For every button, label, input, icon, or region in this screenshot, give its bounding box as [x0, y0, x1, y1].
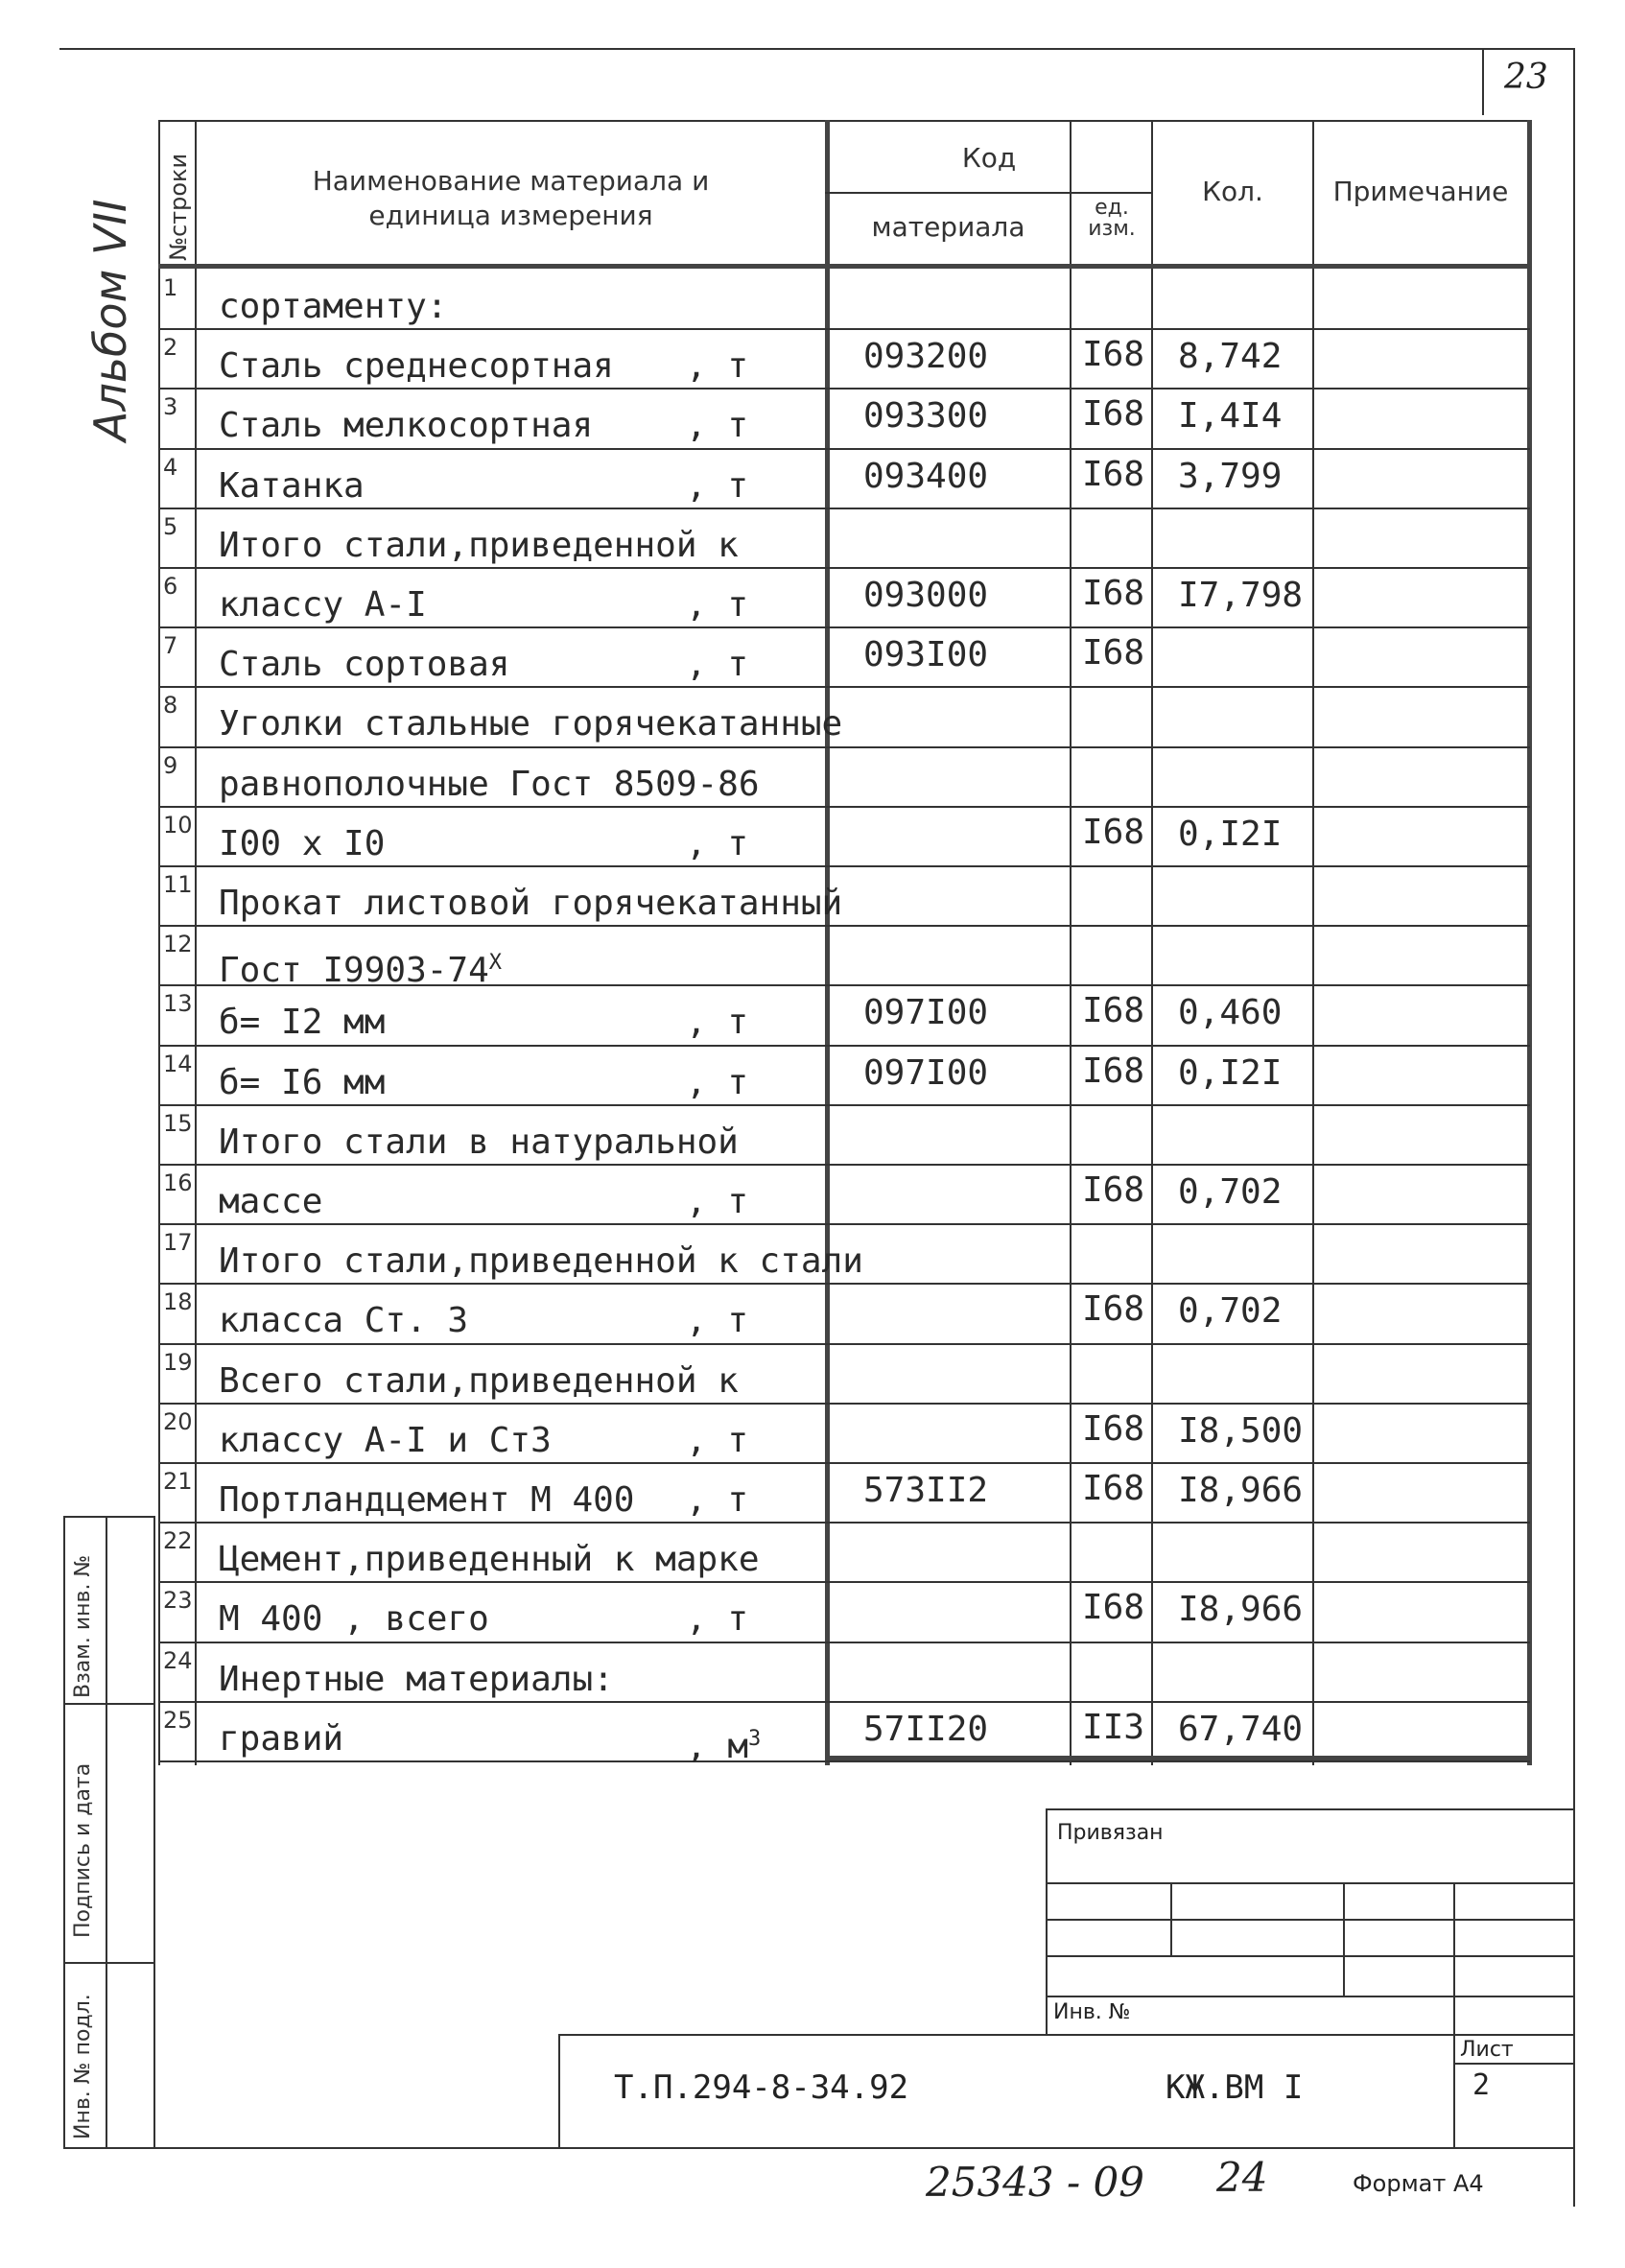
material-name: классу А-I и Ст3 — [219, 1421, 552, 1460]
row-number: 20 — [163, 1408, 193, 1435]
material-code: 093000 — [863, 576, 989, 615]
material-unit: , т — [686, 824, 749, 863]
material-name: М 400 , всего — [219, 1599, 489, 1639]
row-divider — [158, 1223, 1530, 1225]
row-divider — [158, 1104, 1530, 1106]
material-code: 57II20 — [863, 1710, 989, 1749]
material-code: 093300 — [863, 396, 989, 436]
material-code: 573II2 — [863, 1471, 989, 1510]
sheet-label: Лист — [1460, 2038, 1514, 2062]
row-divider — [158, 1701, 1530, 1703]
row-number: 12 — [163, 931, 193, 957]
header-code-unit: ед. изм. — [1088, 196, 1136, 241]
unit-code: I68 — [1082, 1409, 1145, 1449]
top-rule — [59, 48, 1575, 50]
title-col-1 — [1170, 1882, 1172, 1955]
material-unit: , т — [686, 346, 749, 386]
table-left-border — [158, 120, 160, 1765]
sheet-label-line — [1453, 2063, 1573, 2065]
side-stamp-divider-1 — [63, 1703, 155, 1705]
row-divider — [158, 1462, 1530, 1464]
material-unit: , т — [686, 585, 749, 625]
material-name: классу А-I — [219, 585, 427, 625]
side-stamp-top — [63, 1516, 155, 1518]
material-unit: , т — [686, 1063, 749, 1102]
row-number: 9 — [163, 752, 178, 779]
header-name: Наименование материала и — [312, 165, 710, 197]
material-name: Итого стали,приведенной к — [219, 526, 739, 565]
row-number: 18 — [163, 1288, 193, 1315]
title-main-top — [558, 2034, 1573, 2036]
privyazan-label: Привязан — [1057, 1821, 1164, 1845]
material-name: Инертные материалы: — [219, 1660, 614, 1699]
material-name: равнополочные Гост 8509-86 — [219, 765, 760, 804]
row-divider — [158, 1283, 1530, 1285]
material-name: сортаменту: — [219, 287, 448, 326]
quantity: I,4I4 — [1178, 396, 1283, 436]
unit-code: I68 — [1082, 1588, 1145, 1627]
row-divider — [158, 448, 1530, 450]
title-left — [1046, 1808, 1048, 2034]
unit-superscript: 3 — [748, 1727, 762, 1751]
material-name: б= I2 мм — [219, 1003, 386, 1042]
material-unit: , т — [686, 645, 749, 684]
quantity: 8,742 — [1178, 337, 1283, 376]
album-label: Альбом VII — [84, 199, 136, 441]
name-code-divider — [825, 120, 830, 1765]
header-note: Примечание — [1332, 176, 1509, 207]
row-number: 15 — [163, 1110, 193, 1137]
material-unit: , т — [686, 466, 749, 506]
material-name: Портландцемент М 400 — [219, 1480, 635, 1520]
row-divider — [158, 746, 1530, 748]
title-col-2 — [1343, 1882, 1345, 1996]
doc-code: Т.П.294-8-34.92 — [614, 2068, 909, 2107]
row-number: 2 — [163, 334, 178, 361]
row-number: 16 — [163, 1169, 193, 1196]
row-number: 7 — [163, 632, 178, 659]
material-name: массе — [219, 1182, 323, 1221]
header-code: Код — [961, 142, 1017, 174]
material-name: б= I6 мм — [219, 1063, 386, 1102]
table-top-border — [158, 120, 1530, 122]
material-name: Сталь сортовая — [219, 645, 510, 684]
row-divider — [158, 806, 1530, 808]
row-divider — [158, 328, 1530, 330]
title-row-2 — [1046, 1919, 1573, 1921]
row-divider — [158, 1760, 1530, 1762]
right-frame — [1573, 48, 1575, 2207]
material-name: I00 х I0 — [219, 824, 386, 863]
podpis-data-label: Подпись и дата — [71, 1762, 95, 1938]
side-stamp-right — [153, 1516, 155, 2149]
material-name: Уголки стальные горячекатанные — [219, 704, 843, 744]
material-code: 097I00 — [863, 1053, 989, 1093]
material-name: Катанка — [219, 466, 365, 506]
material-name: Итого стали,приведенной к стали — [219, 1241, 863, 1281]
unit-code: I68 — [1082, 1170, 1145, 1210]
quantity: 3,799 — [1178, 457, 1283, 496]
unit-code: II3 — [1082, 1708, 1145, 1747]
quantity: I8,966 — [1178, 1590, 1304, 1629]
title-top — [1046, 1808, 1573, 1810]
title-main-left — [558, 2034, 560, 2149]
row-divider — [158, 1403, 1530, 1405]
unit-qty-divider — [1151, 120, 1153, 1765]
code-unit-divider — [1070, 120, 1072, 1765]
header-name-unit: единица измерения — [368, 200, 653, 231]
row-divider — [158, 1522, 1530, 1524]
quantity: 0,I2I — [1178, 815, 1283, 854]
unit-code: I68 — [1082, 455, 1145, 494]
rownum-divider — [195, 120, 197, 1765]
footer-stamp: 25343 - 09 — [926, 2159, 1144, 2206]
material-name: Прокат листовой горячекатанный — [219, 884, 843, 923]
title-row-1 — [1046, 1882, 1573, 1884]
material-name: класса Ст. 3 — [219, 1301, 469, 1340]
quantity: 0,702 — [1178, 1172, 1283, 1212]
row-divider — [158, 925, 1530, 927]
row-number: 8 — [163, 692, 178, 719]
unit-code: I68 — [1082, 394, 1145, 434]
table-right-border — [1527, 120, 1532, 1765]
row-number: 6 — [163, 573, 178, 600]
row-number: 13 — [163, 990, 193, 1017]
row-number: 22 — [163, 1527, 193, 1554]
row-number: 11 — [163, 871, 193, 898]
material-unit: , т — [686, 1599, 749, 1639]
row-divider — [158, 1581, 1530, 1583]
superscript-mark: Х — [488, 951, 503, 975]
unit-code: I68 — [1082, 574, 1145, 613]
row-divider — [158, 1164, 1530, 1166]
unit-code: I68 — [1082, 1469, 1145, 1508]
row-divider — [158, 1642, 1530, 1643]
qty-note-divider — [1312, 120, 1314, 1765]
row-number: 24 — [163, 1647, 193, 1674]
side-stamp-divider-2 — [63, 1962, 155, 1964]
row-number: 4 — [163, 454, 178, 481]
material-unit: , т — [686, 406, 749, 445]
header-qty: Кол. — [1202, 176, 1263, 207]
material-code: 093I00 — [863, 635, 989, 674]
material-name: Всего стали,приведенной к — [219, 1361, 739, 1401]
material-name: Итого стали в натуральной — [219, 1122, 739, 1162]
code-subheader-line — [825, 192, 1151, 194]
unit-code: I68 — [1082, 991, 1145, 1030]
material-unit: , т — [686, 1301, 749, 1340]
row-number: 5 — [163, 513, 178, 540]
material-unit: , т — [686, 1003, 749, 1042]
material-code: 093400 — [863, 457, 989, 496]
material-name: гравий — [219, 1719, 344, 1759]
quantity: 0,460 — [1178, 993, 1283, 1032]
title-col-3 — [1453, 1882, 1455, 2147]
side-stamp-mid — [106, 1516, 107, 2149]
unit-code: I68 — [1082, 633, 1145, 673]
side-stamp-left — [63, 1516, 65, 2149]
format-label: Формат А4 — [1353, 2170, 1484, 2197]
quantity: 67,740 — [1178, 1710, 1304, 1749]
sheet-number: 2 — [1472, 2068, 1491, 2102]
unit-code: I68 — [1082, 1289, 1145, 1329]
unit-code: I68 — [1082, 813, 1145, 852]
row-divider — [158, 865, 1530, 867]
material-code: 097I00 — [863, 993, 989, 1032]
material-code: 093200 — [863, 337, 989, 376]
footer-page: 24 — [1216, 2154, 1268, 2201]
material-unit: , т — [686, 1480, 749, 1520]
title-row-3 — [1046, 1955, 1573, 1957]
row-divider — [158, 1343, 1530, 1345]
bottom-frame — [63, 2147, 1575, 2149]
row-divider — [158, 1045, 1530, 1047]
inv-podl-label: Инв. № подл. — [71, 1994, 95, 2139]
header-row-no: №строки — [165, 153, 192, 261]
material-unit: , т — [686, 1421, 749, 1460]
header-bottom-border — [158, 264, 1530, 269]
material-name: Цемент,приведенный к марке — [219, 1540, 760, 1579]
row-number: 1 — [163, 274, 178, 301]
material-name: Сталь мелкосортная — [219, 406, 594, 445]
row-divider — [158, 686, 1530, 688]
unit-code: I68 — [1082, 1051, 1145, 1091]
quantity: I7,798 — [1178, 576, 1304, 615]
quantity: 0,702 — [1178, 1291, 1283, 1331]
row-divider — [158, 388, 1530, 390]
quantity: 0,I2I — [1178, 1053, 1283, 1093]
row-divider — [158, 567, 1530, 569]
material-unit: , т — [686, 1182, 749, 1221]
header-code-material: материала — [871, 211, 1025, 243]
row-divider — [158, 626, 1530, 628]
row-number: 10 — [163, 812, 193, 839]
row-number: 3 — [163, 393, 178, 420]
row-number: 14 — [163, 1051, 193, 1077]
quantity: I8,500 — [1178, 1411, 1304, 1451]
row-number: 19 — [163, 1349, 193, 1376]
page-number-box-left — [1482, 48, 1484, 115]
material-unit: , $м^3$ — [686, 1727, 762, 1766]
doc-mark: КЖ.ВМ I — [1166, 2068, 1304, 2107]
quantity: I8,966 — [1178, 1471, 1304, 1510]
row-number: 23 — [163, 1587, 193, 1614]
material-name: Гост $I9903-74^Х$ — [219, 951, 503, 990]
row-number: 21 — [163, 1468, 193, 1495]
title-row-4 — [1046, 1996, 1573, 1997]
sheet-top-number: 23 — [1504, 58, 1548, 97]
row-number: 17 — [163, 1229, 193, 1256]
row-number: 25 — [163, 1707, 193, 1734]
row-divider — [158, 508, 1530, 509]
material-name: Сталь среднесортная — [219, 346, 614, 386]
unit-code: I68 — [1082, 335, 1145, 374]
inv-no-label: Инв. № — [1053, 2000, 1131, 2024]
vzam-inv-label: Взам. инв. № — [71, 1554, 95, 1698]
